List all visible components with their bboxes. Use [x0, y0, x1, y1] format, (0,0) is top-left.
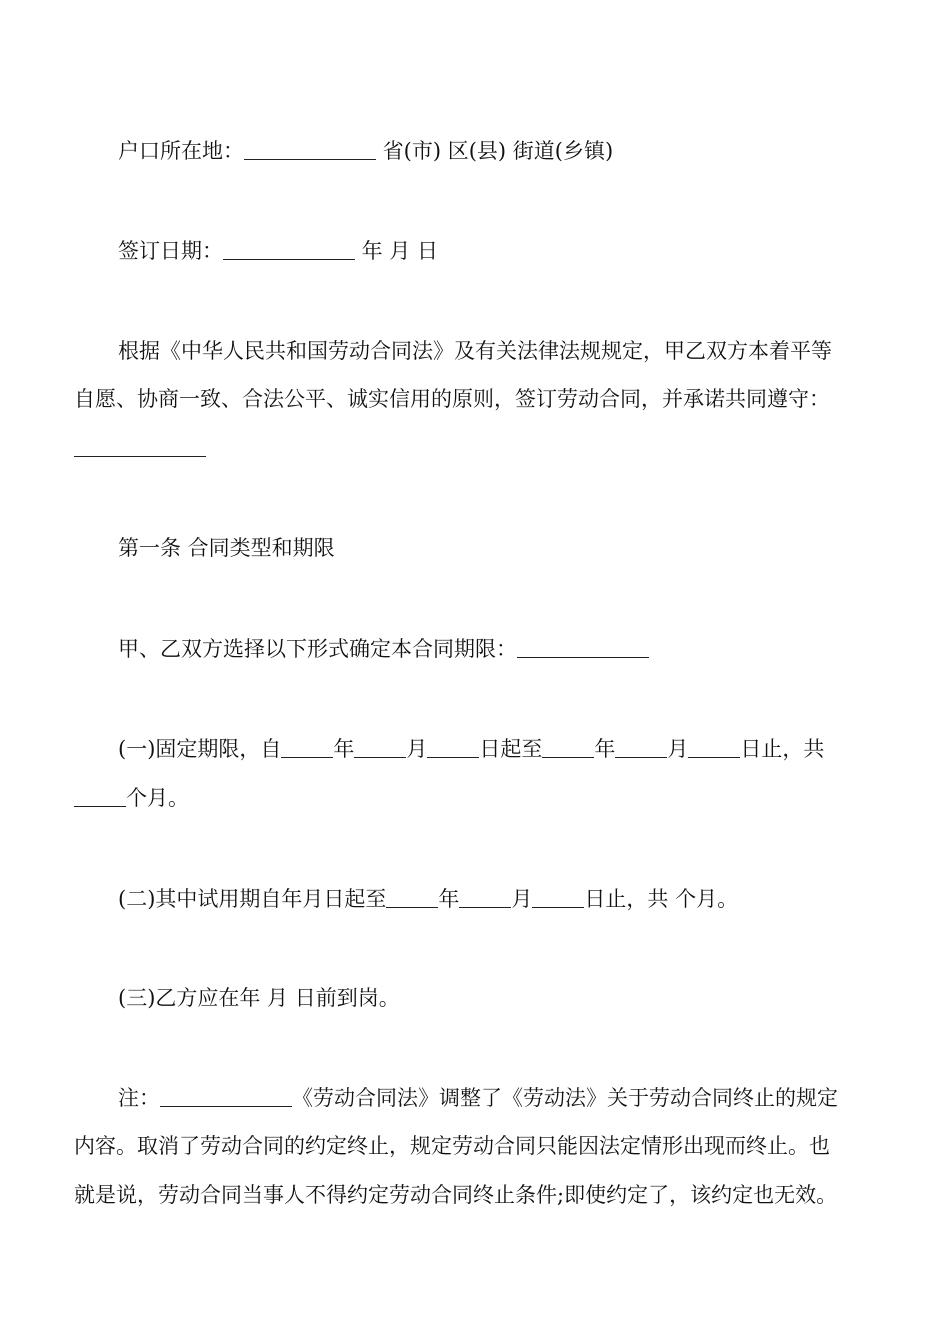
preamble-trailing-blank	[74, 437, 206, 459]
end-day-blank[interactable]	[688, 738, 740, 758]
term-months-label: 个月。	[126, 786, 189, 810]
probation-day-label: 日止，共 个月。	[584, 887, 739, 911]
fixed-term-line-2	[74, 787, 189, 809]
end-year-label: 年	[594, 737, 616, 761]
report-date-line: (三)乙方应在年 月 日前到岗。	[118, 986, 400, 1010]
preamble-line-2: 自愿、协商一致、合法公平、诚实信用的原则，签订劳动合同，并承诺共同遵守：	[74, 387, 830, 411]
probation-month-blank[interactable]	[459, 888, 511, 908]
sign-date-blank[interactable]	[223, 240, 355, 260]
preamble-blank[interactable]	[74, 437, 206, 457]
contract-term-choice-line	[118, 638, 649, 660]
probation-year-label: 年	[438, 887, 460, 911]
probation-month-label: 月	[511, 887, 533, 911]
probation-line	[118, 888, 738, 910]
fixed-term-prefix: (一)固定期限，自	[118, 737, 282, 761]
start-month-blank[interactable]	[354, 738, 406, 758]
note-line-1-text: 《劳动合同法》调整了《劳动法》关于劳动合同终止的规定	[292, 1086, 838, 1110]
start-day-label: 日起至	[479, 737, 543, 761]
term-months-blank[interactable]	[74, 787, 126, 807]
note-line-3: 就是说，劳动合同当事人不得约定劳动合同终止条件;即使约定了，该约定也无效。	[74, 1183, 838, 1207]
probation-year-blank[interactable]	[386, 888, 438, 908]
probation-day-blank[interactable]	[532, 888, 584, 908]
residence-blank[interactable]	[244, 140, 376, 160]
note-blank[interactable]	[160, 1087, 292, 1107]
sign-date-line	[118, 240, 438, 262]
contract-term-choice-blank[interactable]	[517, 638, 649, 658]
start-month-label: 月	[406, 737, 428, 761]
sign-date-suffix: 年 月 日	[355, 239, 439, 263]
start-day-blank[interactable]	[427, 738, 479, 758]
residence-label: 户口所在地：	[118, 139, 244, 163]
end-month-label: 月	[667, 737, 689, 761]
note-label: 注：	[118, 1086, 160, 1110]
residence-line	[118, 140, 613, 162]
residence-suffix: 省(市) 区(县) 街道(乡镇)	[376, 139, 614, 163]
start-year-label: 年	[333, 737, 355, 761]
end-year-blank[interactable]	[542, 738, 594, 758]
contract-term-choice-text: 甲、乙双方选择以下形式确定本合同期限：	[118, 637, 517, 661]
sign-date-label: 签订日期：	[118, 239, 223, 263]
start-year-blank[interactable]	[281, 738, 333, 758]
end-month-blank[interactable]	[615, 738, 667, 758]
fixed-term-line-1	[118, 738, 824, 760]
article-1-heading: 第一条 合同类型和期限	[118, 536, 335, 560]
note-line-2: 内容。取消了劳动合同的约定终止，规定劳动合同只能因法定情形出现而终止。也	[74, 1134, 830, 1158]
preamble-line-1: 根据《中华人民共和国劳动合同法》及有关法律法规规定，甲乙双方本着平等	[118, 339, 832, 363]
note-line-1	[118, 1087, 838, 1109]
end-day-label: 日止，共	[740, 737, 825, 761]
probation-prefix: (二)其中试用期自年月日起至	[118, 887, 387, 911]
